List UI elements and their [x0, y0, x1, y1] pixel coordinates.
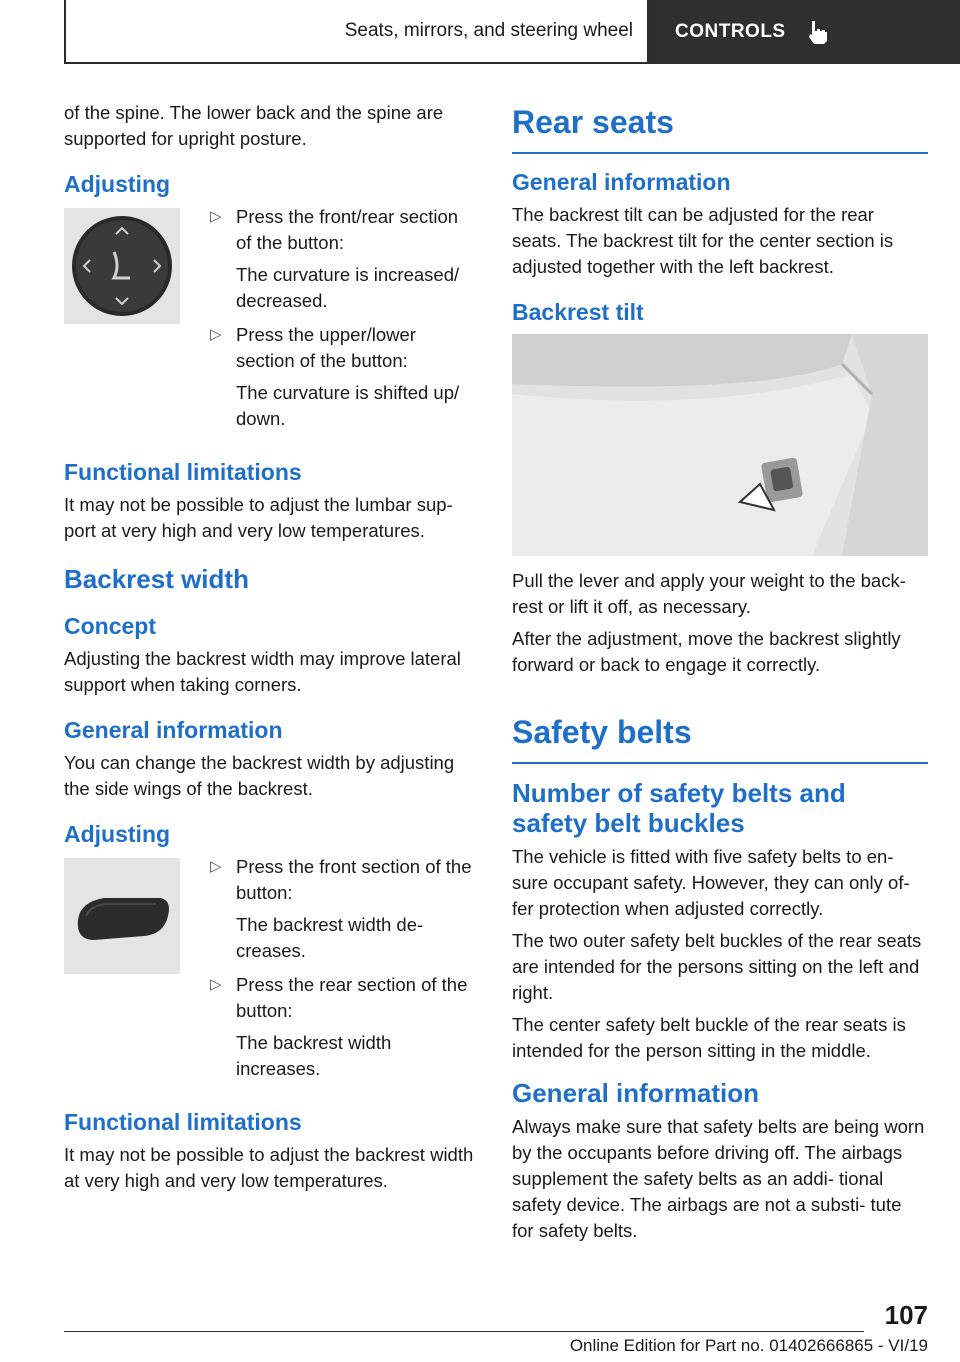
list-item-result: The curvature is increased/ decreased. [236, 264, 460, 311]
concept-text: Adjusting the backrest width may improve lateral support when taking corners. [64, 648, 461, 695]
list-item-action: Press the front/rear section of the button: [236, 206, 459, 253]
number-of-belts-text-1: The vehicle is fitted with five safety belts to en- sure occupant safety. However, they can only of- fer protection when adjusted correctly. [512, 846, 910, 919]
general-information-heading-safety: General information [512, 1078, 760, 1108]
list-item [206, 204, 476, 314]
general-information-text-left: You can change the backrest width by adjusting the side wings of the backrest. [64, 752, 455, 799]
list-item-action: Press the upper/lower section of the button: [236, 324, 416, 371]
number-of-belts-text-3: The center safety belt buckle of the rear seats is intended for the person sitting in the middle. [512, 1014, 906, 1061]
left-column [64, 100, 476, 1200]
list-item-action: Press the rear section of the button: [236, 974, 468, 1021]
general-information-text-safety: Always make sure that safety belts are being worn by the occupants before driving off. The airbags supplement the safety belts as an addi- tional safety device. The airbags are not a substi- tute for safety belts. [512, 1116, 925, 1241]
backrest-tilt-heading: Backrest tilt [512, 299, 644, 325]
functional-limitations-heading-2: Functional limitations [64, 1109, 302, 1135]
page-header [64, 0, 960, 64]
functional-limitations-text-1: It may not be possible to adjust the lumbar sup- port at very high and very low temperatures. [64, 494, 453, 541]
general-information-text-rear: The backrest tilt can be adjusted for the rear seats. The backrest tilt for the center section is adjusted together with the left backrest. [512, 204, 894, 277]
adjusting-block-2 [64, 854, 476, 1090]
functional-limitations-heading-1: Functional limitations [64, 459, 302, 485]
backrest-tilt-photo [512, 334, 928, 556]
general-information-heading-left: General information [64, 717, 283, 743]
chapter-tab[interactable] [649, 0, 960, 64]
rear-seats-heading: Rear seats [512, 102, 928, 154]
bullet-triangle-icon: ▷ [210, 858, 222, 875]
adjusting-block-1 [64, 204, 476, 440]
edition-footer: Online Edition for Part no. 01402666865 - VI/19 [569, 1336, 928, 1355]
concept-heading: Concept [64, 613, 156, 639]
bullet-triangle-icon: ▷ [210, 326, 222, 343]
backrest-tilt-text-2: After the adjustment, move the backrest slightly forward or back to engage it correctly. [512, 628, 901, 675]
functional-limitations-text-2: It may not be possible to adjust the backrest width at very high and very low temperatures. [64, 1144, 474, 1191]
adjusting-heading-2: Adjusting [64, 821, 171, 847]
list-item-result: The curvature is shifted up/ down. [236, 382, 460, 429]
number-of-belts-text-2: The two outer safety belt buckles of the rear seats are intended for the persons sitting on the left and right. [512, 930, 922, 1003]
backrest-width-heading: Backrest width [64, 564, 249, 594]
list-item-result: The backrest width de- creases. [236, 914, 424, 961]
pointing-hand-icon [804, 19, 830, 45]
adjusting-list-2 [206, 854, 476, 1090]
bullet-triangle-icon: ▷ [210, 976, 222, 993]
page-number: 107 [884, 1300, 928, 1330]
safety-belts-heading: Safety belts [512, 712, 928, 764]
number-of-belts-heading: Number of safety belts and safety belt buckles [512, 778, 846, 838]
adjusting-list-1 [206, 204, 476, 440]
chapter-title: CONTROLS [675, 21, 786, 42]
adjusting-heading-1: Adjusting [64, 171, 171, 197]
backrest-tilt-text-1: Pull the lever and apply your weight to the back- rest or lift it off, as necessary. [512, 570, 906, 617]
right-column [512, 100, 928, 1250]
footer-divider [64, 1331, 864, 1332]
list-item [206, 972, 476, 1082]
list-item [206, 322, 476, 432]
bullet-triangle-icon: ▷ [210, 208, 222, 225]
intro-text: of the spine. The lower back and the spine are supported for upright posture. [64, 102, 444, 149]
section-title: Seats, mirrors, and steering wheel [64, 0, 649, 64]
backrest-width-button-icon [64, 858, 180, 974]
list-item [206, 854, 476, 964]
list-item-result: The backrest width increases. [236, 1032, 392, 1079]
list-item-action: Press the front section of the button: [236, 856, 472, 903]
general-information-heading-rear: General information [512, 169, 731, 195]
lumbar-support-button-icon [64, 208, 180, 324]
